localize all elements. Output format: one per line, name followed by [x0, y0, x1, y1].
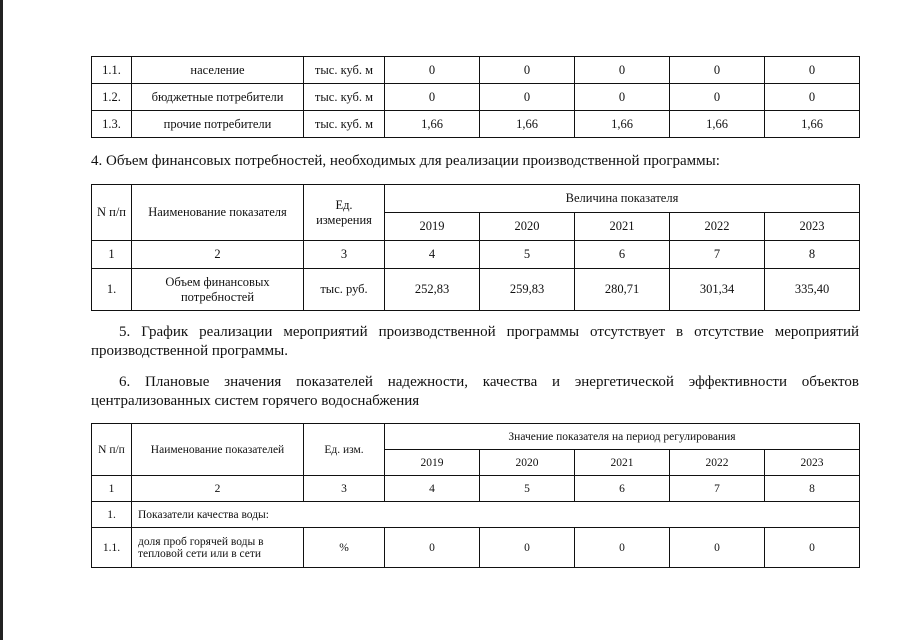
col-num-header: N п/п	[92, 185, 132, 241]
value-cell: 1,66	[765, 111, 860, 138]
index-cell: 8	[765, 476, 860, 502]
page-edge-line	[0, 0, 3, 640]
year-header: 2020	[480, 450, 575, 476]
value-cell: 0	[575, 57, 670, 84]
table-row	[92, 269, 860, 311]
row-unit: тыс. руб.	[304, 269, 385, 311]
row-number: 1.1.	[92, 57, 132, 84]
value-cell: 0	[765, 57, 860, 84]
water-volume-table	[91, 56, 860, 138]
value-cell: 1,66	[670, 111, 765, 138]
index-cell: 1	[92, 241, 132, 269]
index-cell: 6	[575, 241, 670, 269]
row-unit: %	[304, 528, 385, 568]
index-cell: 7	[670, 241, 765, 269]
section-6-text: 6. Плановые значения показателей надежности, качества и энергетической эффективности объектов централизованных систем горячего водоснабжения	[91, 374, 859, 409]
year-header: 2022	[670, 213, 765, 241]
table-row	[92, 57, 860, 84]
index-cell: 7	[670, 476, 765, 502]
value-cell: 0	[385, 528, 480, 568]
year-header: 2020	[480, 213, 575, 241]
section-5-text: 5. График реализации мероприятий производственной программы отсутствует в отсутствие мероприятий производственной программы.	[91, 324, 859, 359]
header-row	[92, 185, 860, 213]
index-row	[92, 241, 860, 269]
value-cell: 0	[480, 528, 575, 568]
year-header: 2021	[575, 213, 670, 241]
header-row	[92, 424, 860, 450]
value-cell: 0	[670, 528, 765, 568]
row-name: население	[132, 57, 304, 84]
index-row	[92, 476, 860, 502]
index-cell: 4	[385, 476, 480, 502]
row-unit: тыс. куб. м	[304, 111, 385, 138]
value-cell: 0	[480, 57, 575, 84]
row-unit: тыс. куб. м	[304, 84, 385, 111]
value-cell: 1,66	[480, 111, 575, 138]
financial-needs-table	[91, 184, 860, 311]
index-cell: 1	[92, 476, 132, 502]
value-cell: 0	[575, 528, 670, 568]
group-label: Показатели качества воды:	[132, 502, 860, 528]
year-header: 2021	[575, 450, 670, 476]
index-cell: 4	[385, 241, 480, 269]
row-number: 1.1.	[92, 528, 132, 568]
value-cell: 301,34	[670, 269, 765, 311]
row-number: 1.	[92, 502, 132, 528]
index-cell: 6	[575, 476, 670, 502]
year-header: 2019	[385, 213, 480, 241]
value-cell: 0	[670, 57, 765, 84]
row-name: бюджетные потребители	[132, 84, 304, 111]
table-row	[92, 528, 860, 568]
col-unit-header: Ед. измерения	[304, 185, 385, 241]
value-cell: 335,40	[765, 269, 860, 311]
value-cell: 0	[765, 528, 860, 568]
section-4-heading: 4. Объем финансовых потребностей, необходимых для реализации производственной программы:	[91, 153, 720, 169]
value-cell: 252,83	[385, 269, 480, 311]
row-name: Объем финансовых потребностей	[132, 269, 304, 311]
value-cell: 0	[385, 57, 480, 84]
index-cell: 8	[765, 241, 860, 269]
table-row	[92, 111, 860, 138]
table-row	[92, 84, 860, 111]
value-cell: 0	[385, 84, 480, 111]
value-cell: 259,83	[480, 269, 575, 311]
value-cell: 0	[575, 84, 670, 111]
index-cell: 2	[132, 241, 304, 269]
value-cell: 0	[765, 84, 860, 111]
year-header: 2019	[385, 450, 480, 476]
index-cell: 3	[304, 476, 385, 502]
year-header: 2023	[765, 213, 860, 241]
group-row	[92, 502, 860, 528]
value-cell: 0	[480, 84, 575, 111]
index-cell: 2	[132, 476, 304, 502]
index-cell: 3	[304, 241, 385, 269]
value-group-header: Значение показателя на период регулирования	[385, 424, 860, 450]
row-unit: тыс. куб. м	[304, 57, 385, 84]
col-unit-header: Ед. изм.	[304, 424, 385, 476]
value-cell: 0	[670, 84, 765, 111]
col-name-header: Наименование показателя	[132, 185, 304, 241]
value-cell: 280,71	[575, 269, 670, 311]
row-name: доля проб горячей воды в тепловой сети или в сети	[132, 528, 304, 568]
value-group-header: Величина показателя	[385, 185, 860, 213]
index-cell: 5	[480, 476, 575, 502]
value-cell: 1,66	[575, 111, 670, 138]
year-header: 2022	[670, 450, 765, 476]
value-cell: 1,66	[385, 111, 480, 138]
row-number: 1.	[92, 269, 132, 311]
row-number: 1.3.	[92, 111, 132, 138]
row-number: 1.2.	[92, 84, 132, 111]
index-cell: 5	[480, 241, 575, 269]
reliability-indicators-table	[91, 423, 860, 568]
col-name-header: Наименование показателей	[132, 424, 304, 476]
year-header: 2023	[765, 450, 860, 476]
row-name: прочие потребители	[132, 111, 304, 138]
col-num-header: N п/п	[92, 424, 132, 476]
